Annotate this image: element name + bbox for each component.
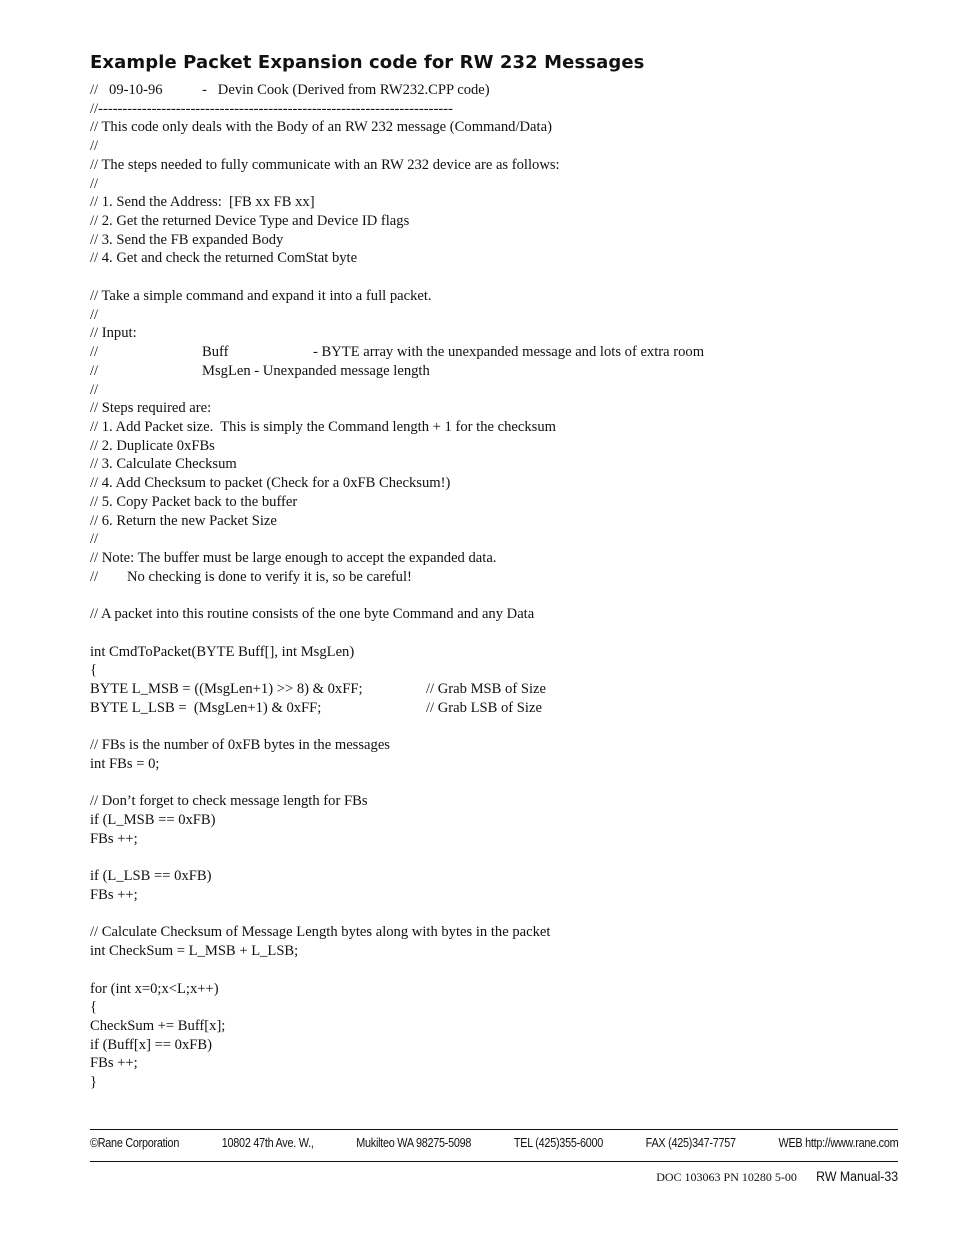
code-text: // 1. Add Packet size. This is simply the Command length + 1 for the checksum — [90, 418, 556, 435]
code-text: { — [90, 662, 98, 679]
code-text: if (L_MSB == 0xFB) — [90, 812, 216, 829]
code-text: // — [90, 531, 99, 548]
code-text: FBs ++; — [90, 830, 138, 847]
code-line — [90, 81, 910, 100]
code-line — [90, 231, 910, 250]
code-text: BYTE L_LSB = (MsgLen+1) & 0xFF; — [90, 699, 322, 716]
code-text: // 3. Calculate Checksum — [90, 456, 237, 473]
code-text: //------------------------------------------------------------------------- — [90, 100, 453, 117]
code-line — [90, 624, 910, 643]
code-line — [90, 867, 910, 886]
footer-contact — [90, 1136, 898, 1150]
code-text: // 4. Get and check the returned ComStat byte — [90, 250, 358, 267]
footer-city: Mukilteo WA 98275-5098 — [356, 1136, 472, 1150]
code-text: int FBs = 0; — [90, 755, 160, 772]
code-text-column: - Devin Cook (Derived from RW232.CPP code) — [202, 82, 490, 98]
code-text: } — [90, 1074, 98, 1091]
code-text: // — [90, 381, 99, 398]
code-text: // Input: — [90, 325, 137, 342]
code-text: // Don’t forget to check message length for FBs — [90, 793, 368, 810]
code-line — [90, 1073, 910, 1092]
code-text: FBs ++; — [90, 1055, 138, 1072]
code-text: int CheckSum = L_MSB + L_LSB; — [90, 943, 299, 960]
code-text: int CmdToPacket(BYTE Buff[], int MsgLen) — [90, 643, 355, 660]
code-text: // 1. Send the Address: [FB xx FB xx] — [90, 194, 315, 211]
code-text: // Steps required are: — [90, 400, 212, 417]
code-line — [90, 905, 910, 924]
code-text: // — [90, 568, 99, 585]
footer-rule-bottom — [90, 1161, 898, 1162]
code-line — [90, 399, 910, 418]
code-line — [90, 549, 910, 568]
code-text: // — [90, 306, 99, 323]
code-line — [90, 605, 910, 624]
code-line — [90, 717, 910, 736]
code-text: FBs ++; — [90, 886, 138, 903]
code-text: // Note: The buffer must be large enough to accept the expanded data. — [90, 549, 497, 566]
code-text: BYTE L_MSB = ((MsgLen+1) >> 8) & 0xFF; — [90, 681, 363, 697]
code-line — [90, 137, 910, 156]
code-line — [90, 474, 910, 493]
code-line — [90, 193, 910, 212]
doc-number: DOC 103063 PN 10280 5-00 — [656, 1170, 797, 1184]
code-line — [90, 100, 910, 119]
code-line — [90, 1017, 910, 1036]
code-line — [90, 493, 910, 512]
code-text: // — [90, 344, 99, 361]
code-line — [90, 568, 910, 587]
code-line — [90, 212, 910, 231]
code-text: if (Buff[x] == 0xFB) — [90, 1036, 212, 1053]
code-line — [90, 792, 910, 811]
footer-web: WEB http://www.rane.com — [778, 1136, 899, 1150]
code-line — [90, 998, 910, 1017]
code-line — [90, 942, 910, 961]
code-line — [90, 586, 910, 605]
page-title: Example Packet Expansion code for RW 232 Messages — [90, 52, 645, 73]
code-line — [90, 643, 910, 662]
footer-rule-top — [90, 1129, 898, 1130]
code-text: // 6. Return the new Packet Size — [90, 512, 277, 529]
code-text: CheckSum += Buff[x]; — [90, 1017, 226, 1034]
code-text: // 2. Duplicate 0xFBs — [90, 437, 215, 454]
code-text-column: Buff — [202, 344, 229, 361]
code-line — [90, 343, 910, 362]
code-line — [90, 886, 910, 905]
code-line — [90, 811, 910, 830]
code-line — [90, 324, 910, 343]
code-line — [90, 455, 910, 474]
code-line — [90, 362, 910, 381]
code-text: { — [90, 999, 98, 1016]
code-line — [90, 287, 910, 306]
code-line — [90, 661, 910, 680]
code-text: // This code only deals with the Body of an RW 232 message (Command/Data) — [90, 119, 552, 136]
code-text: // 5. Copy Packet back to the buffer — [90, 493, 298, 510]
code-text: // 09-10-96 — [90, 82, 163, 98]
footer-doc-info — [656, 1168, 898, 1185]
code-line — [90, 118, 910, 137]
footer-copyright: ©Rane Corporation — [90, 1136, 180, 1150]
code-line — [90, 530, 910, 549]
code-line — [90, 381, 910, 400]
code-text-column: // Grab LSB of Size — [426, 699, 542, 716]
code-text: for (int x=0;x<L;x++) — [90, 980, 219, 997]
code-line — [90, 830, 910, 849]
code-line — [90, 699, 910, 718]
code-line — [90, 1036, 910, 1055]
code-text: // 2. Get the returned Device Type and Device ID flags — [90, 213, 410, 230]
footer-address: 10802 47th Ave. W., — [221, 1136, 314, 1150]
code-line — [90, 306, 910, 325]
code-line — [90, 437, 910, 456]
code-text-column: - BYTE array with the unexpanded message and lots of extra room — [313, 344, 705, 361]
code-text: // 3. Send the FB expanded Body — [90, 231, 284, 248]
code-line — [90, 680, 910, 699]
code-text: // 4. Add Checksum to packet (Check for a 0xFB Checksum!) — [90, 475, 451, 492]
code-line — [90, 923, 910, 942]
code-text: // — [90, 138, 99, 155]
code-text-column: // Grab MSB of Size — [426, 681, 546, 697]
code-line — [90, 156, 910, 175]
page-number: RW Manual-33 — [816, 1168, 898, 1184]
code-text: // A packet into this routine consists of the one byte Command and any Data — [90, 606, 535, 623]
code-line — [90, 736, 910, 755]
code-line — [90, 774, 910, 793]
code-text: // Take a simple command and expand it into a full packet. — [90, 287, 432, 304]
code-line — [90, 512, 910, 531]
code-line — [90, 848, 910, 867]
code-text: if (L_LSB == 0xFB) — [90, 868, 212, 885]
code-text: // Calculate Checksum of Message Length bytes along with bytes in the packet — [90, 924, 551, 941]
code-line — [90, 249, 910, 268]
code-line — [90, 961, 910, 980]
code-text: // FBs is the number of 0xFB bytes in the messages — [90, 737, 390, 754]
code-line — [90, 1054, 910, 1073]
code-text: // — [90, 362, 99, 379]
code-line — [90, 418, 910, 437]
code-listing — [90, 81, 910, 1092]
code-line — [90, 175, 910, 194]
code-line — [90, 980, 910, 999]
code-line — [90, 268, 910, 287]
footer-fax: FAX (425)347-7757 — [645, 1136, 736, 1150]
code-text-column: MsgLen - Unexpanded message length — [202, 362, 430, 379]
footer-tel: TEL (425)355-6000 — [513, 1136, 604, 1150]
code-text-column: No checking is done to verify it is, so be careful! — [127, 568, 412, 585]
code-line — [90, 755, 910, 774]
code-text: // — [90, 175, 99, 192]
code-text: // The steps needed to fully communicate with an RW 232 device are as follows: — [90, 156, 560, 173]
